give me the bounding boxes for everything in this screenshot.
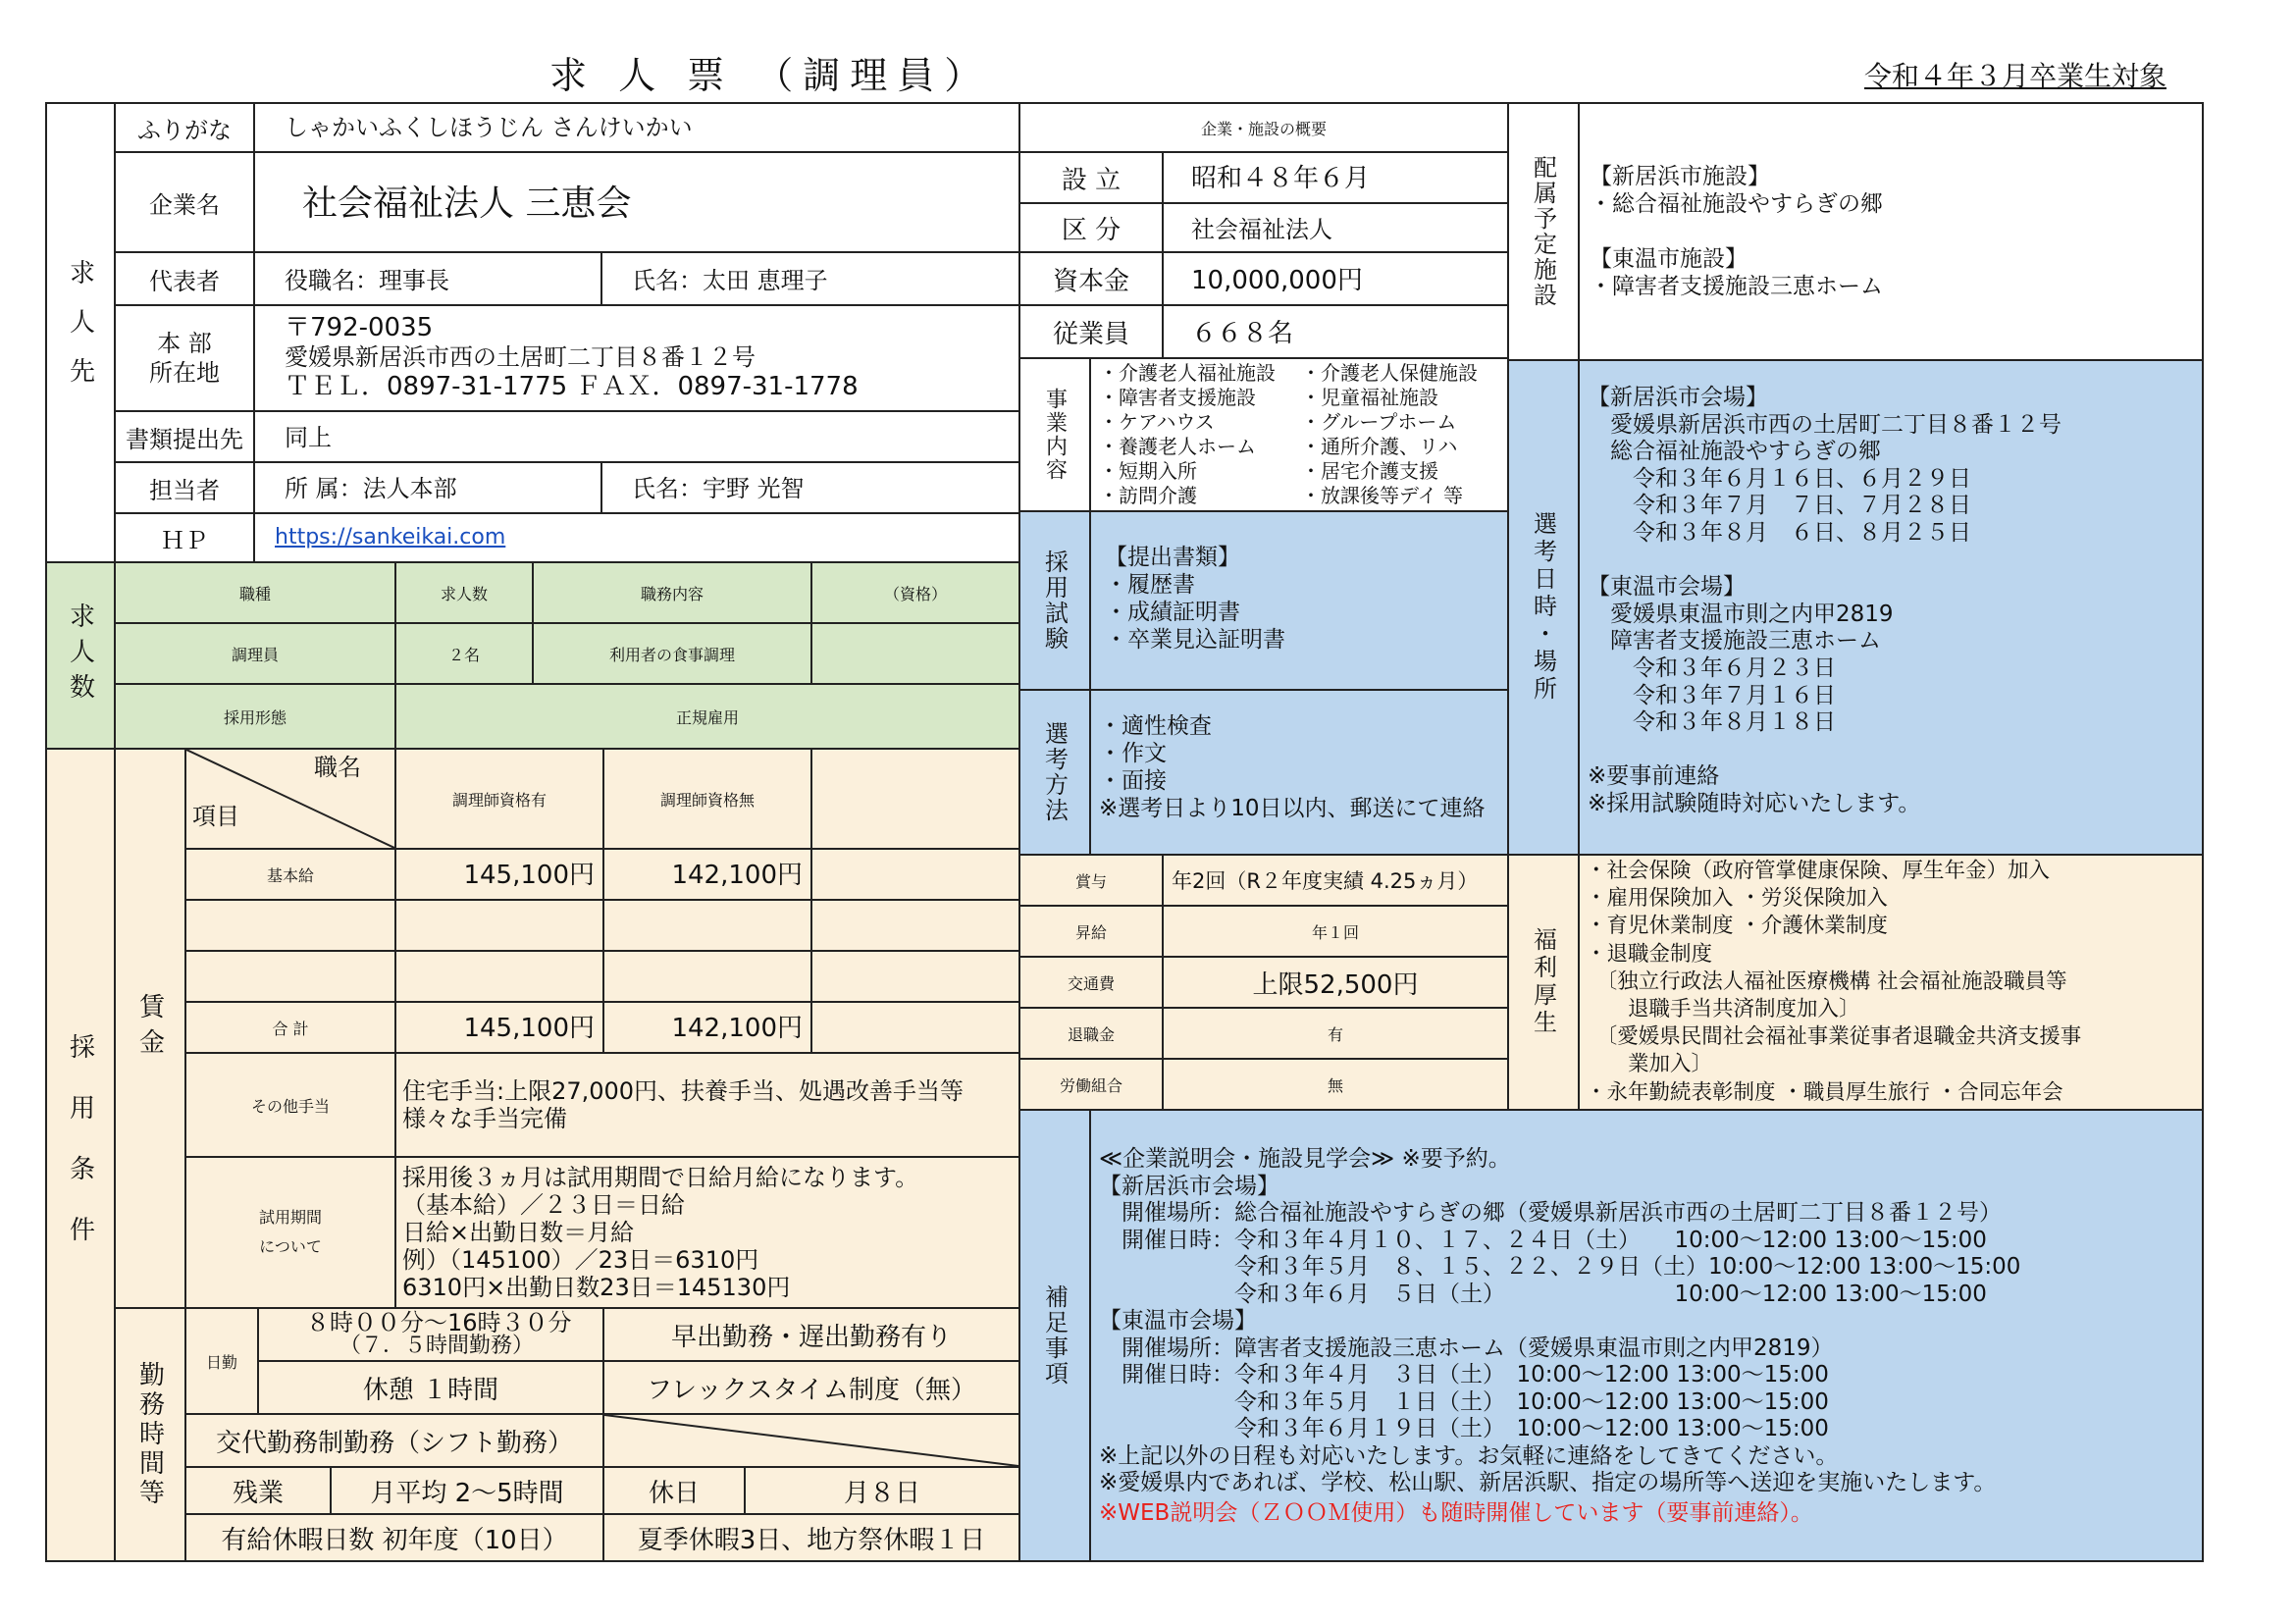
business-right-list bbox=[1301, 361, 1478, 508]
furigana-label: ふりがな bbox=[137, 116, 232, 144]
wage-row-2-v1 bbox=[394, 899, 604, 952]
early-late-cell bbox=[602, 1307, 1020, 1362]
page-title: 求 人 票 （調理員） bbox=[549, 54, 992, 97]
schedule-cell bbox=[1578, 359, 2204, 856]
schedule-list-line: 愛媛県東温市則之内甲2819 bbox=[1588, 601, 1894, 627]
capital-label-cell bbox=[1018, 251, 1164, 306]
wage-col-2 bbox=[602, 748, 812, 850]
doc-label: 書類提出先 bbox=[126, 425, 243, 453]
trial-line-4: 例）（145100）／23日＝6310円 bbox=[402, 1246, 759, 1274]
overtime-value: 月平均 2～5時間 bbox=[370, 1478, 564, 1508]
welfare-label: 福利厚生 bbox=[1529, 927, 1557, 1037]
assignment-list-line: 【新居浜市施設】 bbox=[1590, 164, 1770, 189]
hp-label: ＨＰ bbox=[161, 526, 208, 554]
furigana-value: しゃかいふくしほうじん さんけいかい bbox=[285, 114, 693, 141]
schedule-list-line: 令和３年６月１６日、６月２９日 bbox=[1588, 465, 1971, 492]
trial-label: 試用期間 について bbox=[258, 1208, 322, 1256]
schedule-list-line: 令和３年８月１８日 bbox=[1588, 709, 1836, 736]
chingin-label-cell bbox=[114, 748, 186, 1309]
schedule-list-line: 【東温市会場】 bbox=[1588, 574, 1746, 601]
allowance-line-1: 住宅手当:上限27,000円、扶養手当、処遇改善手当等 bbox=[402, 1077, 965, 1105]
contact-label: 担当者 bbox=[149, 476, 220, 504]
notes-list-line: 令和３年６月１９日（土） 10:00～12:00 13:00～15:00 bbox=[1099, 1416, 1829, 1441]
notes-list-line: 開催場所：障害者支援施設三恵ホーム（愛媛県東温市則之内甲2819） bbox=[1099, 1335, 1834, 1361]
benefit-value-1 bbox=[1162, 905, 1509, 958]
category-label: 区 分 bbox=[1061, 215, 1122, 245]
schedule-list-line: 総合福祉施設やすらぎの郷 bbox=[1588, 439, 1881, 465]
notes-label: 補足事項 bbox=[1040, 1284, 1069, 1387]
wage-corner-cell bbox=[184, 748, 396, 850]
business-right-list-line: ・居宅介護支援 bbox=[1301, 459, 1438, 483]
method-label: 選考方法 bbox=[1040, 721, 1069, 823]
schedule-list-line: ※採用試験随時対応いたします。 bbox=[1588, 790, 1921, 816]
trial-line-5: 6310円×出勤日数23日＝145130円 bbox=[402, 1274, 791, 1301]
holiday-cell bbox=[744, 1466, 1020, 1515]
rep-name-cell bbox=[600, 251, 1020, 306]
assignment-list-line: 【東温市施設】 bbox=[1590, 246, 1748, 272]
method-list-line: ※選考日より10日以内、郵送にて連絡 bbox=[1099, 796, 1486, 821]
business-right-list-line: ・介護老人保健施設 bbox=[1301, 361, 1478, 385]
hp-label-cell bbox=[114, 512, 255, 563]
employees-label-cell bbox=[1018, 304, 1164, 359]
job-row-qual bbox=[810, 622, 1020, 685]
assignment-list bbox=[1590, 163, 1883, 300]
benefit-value-4-text: 無 bbox=[1327, 1075, 1343, 1095]
welfare-list-line: ・退職金制度 bbox=[1586, 941, 1713, 967]
job-header-count-text: 求人数 bbox=[440, 584, 488, 603]
rep-title: 役職名：理事長 bbox=[285, 267, 449, 294]
wage-row-1-v2 bbox=[602, 848, 812, 901]
wage-total-v3 bbox=[810, 1001, 1020, 1054]
overview-header: 企業・施設の概要 bbox=[1200, 119, 1327, 138]
allowance-cell bbox=[394, 1052, 1020, 1158]
business-left-list bbox=[1099, 361, 1276, 508]
welfare-label-cell bbox=[1507, 854, 1580, 1111]
overtime-label: 残業 bbox=[232, 1478, 284, 1508]
method-label-cell bbox=[1018, 689, 1091, 856]
welfare-list-line: 業加入〕 bbox=[1586, 1052, 1713, 1077]
assignment-label-cell bbox=[1507, 102, 1580, 361]
rep-name: 氏名：太田 恵理子 bbox=[632, 267, 828, 294]
company-name-label-cell bbox=[114, 151, 255, 253]
notes-list-line: 【東温市会場】 bbox=[1099, 1308, 1257, 1334]
day-time-cell bbox=[257, 1307, 604, 1362]
wage-row-1-v2-text: 142,100円 bbox=[671, 861, 803, 890]
exam-cell bbox=[1089, 510, 1509, 691]
company-name-cell bbox=[253, 151, 1020, 253]
holiday-label: 休日 bbox=[648, 1478, 700, 1508]
wage-row-3-v3 bbox=[810, 950, 1020, 1003]
saiyo-joken-label: 採用条件 bbox=[65, 1033, 95, 1277]
hq-label: 本 部 所在地 bbox=[149, 330, 220, 387]
wage-col-1-text: 調理師資格有 bbox=[451, 790, 547, 810]
job-header-count bbox=[394, 561, 534, 624]
benefit-value-0 bbox=[1162, 854, 1509, 907]
wage-total-v2-text: 142,100円 bbox=[671, 1014, 803, 1043]
benefit-value-2-text: 上限52,500円 bbox=[1252, 969, 1419, 1000]
employment-value: 正規雇用 bbox=[675, 707, 739, 727]
early-late: 早出勤務・遅出勤務有り bbox=[670, 1322, 952, 1352]
exam-list-line: ・履歴書 bbox=[1105, 572, 1195, 598]
notes-list-line: ※上記以外の日程も対応いたします。お気軽に連絡をしてきてください。 bbox=[1099, 1442, 1839, 1469]
kyujinsu-label-cell bbox=[45, 561, 116, 750]
trial-line-2: （基本給）／２３日＝日給 bbox=[402, 1191, 685, 1219]
allowance-line-2: 様々な手当完備 bbox=[402, 1105, 567, 1132]
capital-label: 資本金 bbox=[1052, 266, 1129, 296]
doc-value: 同上 bbox=[285, 424, 332, 451]
business-label-cell bbox=[1018, 357, 1091, 512]
contact-dept-cell bbox=[253, 461, 602, 514]
hp-link[interactable]: https://sankeikai.com bbox=[275, 525, 506, 550]
benefit-label-2-text: 交通費 bbox=[1067, 973, 1115, 993]
benefit-label-3-text: 退職金 bbox=[1067, 1024, 1115, 1044]
benefit-value-3-text: 有 bbox=[1327, 1024, 1343, 1044]
assignment-cell bbox=[1578, 102, 2204, 361]
notes-list-line: 令和３年６月 ５日（土） 10:00～12:00 13:00～15:00 bbox=[1099, 1281, 1987, 1307]
schedule-list-line: 令和３年７月 ７日、７月２８日 bbox=[1588, 493, 1971, 519]
trial-line-1: 採用後３ヵ月は試用期間で日給月給になります。 bbox=[402, 1164, 919, 1191]
wage-col-3 bbox=[810, 748, 1020, 850]
job-header-qual-text: （資格） bbox=[883, 584, 947, 603]
category-label-cell bbox=[1018, 202, 1164, 253]
exam-list bbox=[1105, 544, 1285, 654]
benefit-label-4-text: 労働組合 bbox=[1059, 1075, 1122, 1095]
wage-col-2-text: 調理師資格無 bbox=[659, 790, 755, 810]
welfare-list-line: 〔独立行政法人福祉医療機構 社会福祉施設職員等 bbox=[1586, 969, 2067, 994]
day-label: 日勤 bbox=[205, 1352, 237, 1372]
contact-name: 氏名：宇野 光智 bbox=[632, 475, 805, 502]
holiday-label-cell bbox=[602, 1466, 746, 1515]
schedule-label-cell bbox=[1507, 359, 1580, 856]
employees-value: ６６８名 bbox=[1191, 319, 1294, 348]
hq-tel: ＴＥＬ．0897-31-1775 ＦＡＸ．0897-31-1778 bbox=[285, 372, 859, 401]
schedule-label: 選考日時・場所 bbox=[1529, 511, 1557, 704]
notes-list-line: 開催日時：令和３年４月 ３日（土） 10:00～12:00 13:00～15:00 bbox=[1099, 1362, 1829, 1387]
furigana-label-cell bbox=[114, 102, 255, 153]
trial-label-cell bbox=[184, 1156, 396, 1309]
business-left-list-line: ・訪問介護 bbox=[1099, 484, 1197, 507]
kinmu-label: 勤務時間等 bbox=[134, 1361, 165, 1508]
notes-list-line: 開催日時：令和３年４月１０、１７、２４日（土） 10:00～12:00 13:00～15:00 bbox=[1099, 1227, 1987, 1253]
company-name-label: 企業名 bbox=[149, 190, 220, 219]
established-cell bbox=[1162, 151, 1509, 204]
welfare-list-line: 〔愛媛県民間社会福祉事業従事者退職金共済支援事 bbox=[1586, 1024, 2082, 1050]
shift-blank-cell bbox=[602, 1413, 1020, 1468]
business-left-list-line: ・ケアハウス bbox=[1099, 410, 1215, 434]
hq-address: 愛媛県新居浜市西の土居町二丁目８番１２号 bbox=[285, 343, 756, 371]
benefit-value-1-text: 年１回 bbox=[1311, 922, 1359, 942]
schedule-list-line bbox=[1588, 737, 2061, 764]
diagonal-line bbox=[604, 1415, 1018, 1466]
target-label: 令和４年３月卒業生対象 bbox=[1864, 60, 2167, 92]
exam-list-line: 【提出書類】 bbox=[1105, 545, 1240, 570]
benefit-value-2 bbox=[1162, 956, 1509, 1009]
wage-total-v2 bbox=[602, 1001, 812, 1054]
notes-list-line: ※愛媛県内であれば、学校、松山駅、新居浜駅、指定の場所等へ送迎を実施いたします。 bbox=[1099, 1470, 1997, 1495]
business-left-list-line: ・障害者支援施設 bbox=[1099, 386, 1256, 409]
wage-row-1-v1-text: 145,100円 bbox=[463, 861, 595, 890]
notes-list-line: 開催場所：総合福祉施設やすらぎの郷（愛媛県新居浜市西の土居町二丁目８番１２号） bbox=[1099, 1200, 2002, 1226]
overview-header-cell bbox=[1018, 102, 1509, 153]
method-list-line: ・適性検査 bbox=[1099, 713, 1212, 739]
method-list-line: ・面接 bbox=[1099, 768, 1167, 794]
notes-label-cell bbox=[1018, 1109, 1091, 1562]
break-value: 休憩 １時間 bbox=[362, 1375, 499, 1405]
schedule-list-line: 令和３年７月１６日 bbox=[1588, 682, 1836, 708]
method-cell bbox=[1089, 689, 1509, 856]
benefit-label-3 bbox=[1018, 1007, 1164, 1060]
shift-value: 交代勤務制勤務（シフト勤務） bbox=[215, 1428, 573, 1458]
flex-cell bbox=[602, 1360, 1020, 1415]
job-header-duty-text: 職務内容 bbox=[640, 584, 704, 603]
employment-label: 採用形態 bbox=[223, 707, 287, 727]
job-row-type bbox=[114, 622, 396, 685]
overtime-label-cell bbox=[184, 1466, 332, 1515]
business-label: 事業内容 bbox=[1042, 388, 1068, 482]
established-label: 設 立 bbox=[1061, 165, 1122, 195]
benefit-label-1-text: 昇給 bbox=[1074, 922, 1107, 942]
job-header-qual bbox=[810, 561, 1020, 624]
kyujinsaki-label-cell bbox=[45, 102, 116, 563]
established-value: 昭和４８年６月 bbox=[1191, 164, 1371, 193]
wage-col-1 bbox=[394, 748, 604, 850]
job-header-type bbox=[114, 561, 396, 624]
method-list-line: ・作文 bbox=[1099, 741, 1167, 766]
job-header-duty bbox=[532, 561, 812, 624]
wage-total-v1 bbox=[394, 1001, 604, 1054]
wage-col-head-top: 職名 bbox=[314, 754, 361, 781]
benefit-label-1 bbox=[1018, 905, 1164, 958]
assignment-list-line: ・総合福祉施設やすらぎの郷 bbox=[1590, 191, 1883, 217]
business-left-list-line: ・介護老人福祉施設 bbox=[1099, 361, 1276, 385]
category-cell bbox=[1162, 202, 1509, 253]
summer-cell bbox=[602, 1513, 1020, 1562]
benefit-value-4 bbox=[1162, 1058, 1509, 1111]
capital-value: 10,000,000円 bbox=[1191, 266, 1363, 295]
category-value: 社会福祉法人 bbox=[1191, 216, 1332, 243]
contact-label-cell bbox=[114, 461, 255, 514]
paid-leave-cell bbox=[184, 1513, 604, 1562]
wage-row-2-v3 bbox=[810, 899, 1020, 952]
benefit-label-0-text: 賞与 bbox=[1074, 871, 1107, 891]
business-left-list-line: ・短期入所 bbox=[1099, 459, 1197, 483]
hq-cell bbox=[253, 304, 1020, 412]
flex-value: フレックスタイム制度（無） bbox=[647, 1375, 976, 1405]
welfare-cell bbox=[1578, 854, 2204, 1111]
schedule-list-line: ※要事前連絡 bbox=[1588, 763, 1720, 790]
notes-list-line: 令和３年５月 ８、１５、２２、２９日（土）10:00～12:00 13:00～15:00 bbox=[1099, 1254, 2021, 1280]
capital-cell bbox=[1162, 251, 1509, 306]
summer-value: 夏季休暇3日、地方祭休暇１日 bbox=[637, 1525, 986, 1555]
assignment-label: 配属予定施設 bbox=[1529, 155, 1557, 308]
notes-cell bbox=[1089, 1109, 2204, 1562]
trial-cell bbox=[394, 1156, 1020, 1309]
exam-list-line: ・成績証明書 bbox=[1105, 600, 1240, 625]
job-row-duty-text: 利用者の食事調理 bbox=[608, 645, 735, 664]
notes-list bbox=[1099, 1146, 2020, 1497]
exam-label-cell bbox=[1018, 510, 1091, 691]
business-right-list-line: ・児童福祉施設 bbox=[1301, 386, 1438, 409]
schedule-list bbox=[1588, 385, 2061, 818]
job-row-duty bbox=[532, 622, 812, 685]
doc-cell bbox=[253, 410, 1020, 463]
wage-row-2-v2 bbox=[602, 899, 812, 952]
employees-cell bbox=[1162, 304, 1509, 359]
schedule-list-line: 令和３年８月 ６日、８月２５日 bbox=[1588, 519, 1971, 546]
wage-row-1-v3 bbox=[810, 848, 1020, 901]
notes-red-line: ※WEB説明会（ＺＯＯＭ使用）も随時開催しています（要事前連絡）。 bbox=[1099, 1500, 1813, 1526]
kyujinsaki-label: 求人先 bbox=[65, 259, 95, 406]
job-row-type-text: 調理員 bbox=[231, 645, 279, 664]
exam-list-line: ・卒業見込証明書 bbox=[1105, 627, 1285, 653]
wage-total-label-text: 合 計 bbox=[272, 1019, 309, 1038]
schedule-list-line: 【新居浜市会場】 bbox=[1588, 385, 1768, 410]
benefit-value-3 bbox=[1162, 1007, 1509, 1060]
kyujinsu-label: 求人数 bbox=[65, 602, 95, 708]
notes-list-line: 令和３年５月 １日（土） 10:00～12:00 13:00～15:00 bbox=[1099, 1388, 1829, 1415]
hq-label-cell bbox=[114, 304, 255, 412]
business-right-list-line: ・グループホーム bbox=[1301, 410, 1457, 434]
furigana-cell bbox=[253, 102, 1020, 153]
shift-cell bbox=[184, 1413, 604, 1468]
welfare-list-line: ・育児休業制度 ・介護休業制度 bbox=[1586, 914, 1888, 939]
saiyo-joken-label-cell bbox=[45, 748, 116, 1562]
employment-label-cell bbox=[114, 683, 396, 750]
benefit-label-2 bbox=[1018, 956, 1164, 1009]
rep-label: 代表者 bbox=[149, 267, 220, 295]
business-left-list-line: ・養護老人ホーム bbox=[1099, 435, 1256, 458]
benefit-value-0-text: 年2回（R２年度実績 4.25ヵ月） bbox=[1172, 869, 1479, 893]
contact-dept: 所 属：法人本部 bbox=[285, 475, 457, 502]
hq-zip: 〒792-0035 bbox=[285, 313, 434, 342]
chingin-label: 賃金 bbox=[134, 993, 165, 1064]
hp-cell bbox=[253, 512, 1020, 563]
business-right-list-line: ・放課後等デイ 等 bbox=[1301, 484, 1463, 507]
welfare-list-line: ・社会保険（政府管掌健康保険、厚生年金）加入 bbox=[1586, 859, 2051, 883]
method-list bbox=[1099, 712, 1486, 822]
schedule-list-line: 愛媛県新居浜市西の土居町二丁目８番１２号 bbox=[1588, 411, 2061, 438]
doc-label-cell bbox=[114, 410, 255, 463]
break-cell bbox=[257, 1360, 604, 1415]
wage-row-3-v1 bbox=[394, 950, 604, 1003]
welfare-list-line: ・永年勤続表彰制度 ・職員厚生旅行 ・合同忘年会 bbox=[1586, 1079, 2063, 1105]
notes-list-line: 【新居浜市会場】 bbox=[1099, 1173, 1279, 1199]
day-time: ８時００分～16時３０分 bbox=[306, 1309, 572, 1336]
day-label-cell bbox=[184, 1307, 259, 1415]
wage-total-v1-text: 145,100円 bbox=[463, 1014, 595, 1043]
wage-row-3-v2 bbox=[602, 950, 812, 1003]
employment-cell bbox=[394, 683, 1020, 750]
wage-row-1-label-text: 基本給 bbox=[266, 865, 314, 885]
paid-leave-value: 有給休暇日数 初年度（10日） bbox=[221, 1525, 568, 1555]
day-time-sub: （７．５時間勤務） bbox=[339, 1334, 535, 1358]
wage-row-3-label bbox=[184, 950, 396, 1003]
benefit-label-0 bbox=[1018, 854, 1164, 907]
exam-label: 採用試験 bbox=[1040, 550, 1069, 652]
established-label-cell bbox=[1018, 151, 1164, 204]
trial-line-3: 日給×出勤日数＝月給 bbox=[402, 1219, 635, 1246]
wage-col-head-bottom: 項目 bbox=[192, 803, 239, 830]
wage-row-1-v1 bbox=[394, 848, 604, 901]
notes-list-line: ≪企業説明会・施設見学会≫ ※要予約。 bbox=[1099, 1146, 1511, 1172]
overtime-cell bbox=[330, 1466, 604, 1515]
assignment-list-line: ・障害者支援施設三恵ホーム bbox=[1590, 274, 1883, 299]
schedule-list-line: 障害者支援施設三恵ホーム bbox=[1588, 628, 1881, 654]
holiday-value: 月８日 bbox=[843, 1478, 920, 1508]
welfare-list-line: ・雇用保険加入 ・労災保険加入 bbox=[1586, 886, 1888, 912]
contact-name-cell bbox=[600, 461, 1020, 514]
wage-row-2-label bbox=[184, 899, 396, 952]
allowance-label: その他手当 bbox=[250, 1096, 330, 1116]
welfare-list bbox=[1586, 858, 2081, 1107]
job-header-type-text: 職種 bbox=[238, 584, 271, 603]
wage-row-1-label bbox=[184, 848, 396, 901]
kinmu-label-cell bbox=[114, 1307, 186, 1562]
company-name: 社会福祉法人 三恵会 bbox=[302, 183, 632, 224]
rep-label-cell bbox=[114, 251, 255, 306]
wage-total-label bbox=[184, 1001, 396, 1054]
job-row-count-text: ２名 bbox=[447, 645, 480, 664]
employees-label: 従業員 bbox=[1052, 319, 1129, 349]
job-row-count bbox=[394, 622, 534, 685]
benefit-label-4 bbox=[1018, 1058, 1164, 1111]
rep-title-cell bbox=[253, 251, 602, 306]
schedule-list-line: 令和３年６月２３日 bbox=[1588, 654, 1836, 681]
allowance-label-cell bbox=[184, 1052, 396, 1158]
schedule-list-line bbox=[1588, 548, 2061, 575]
welfare-list-line: 退職手当共済制度加入〕 bbox=[1586, 997, 1860, 1022]
assignment-list-line bbox=[1590, 218, 1883, 245]
business-cell bbox=[1089, 357, 1509, 512]
business-right-list-line: ・通所介護、リハ bbox=[1301, 435, 1458, 458]
diagonal-line bbox=[186, 750, 394, 848]
